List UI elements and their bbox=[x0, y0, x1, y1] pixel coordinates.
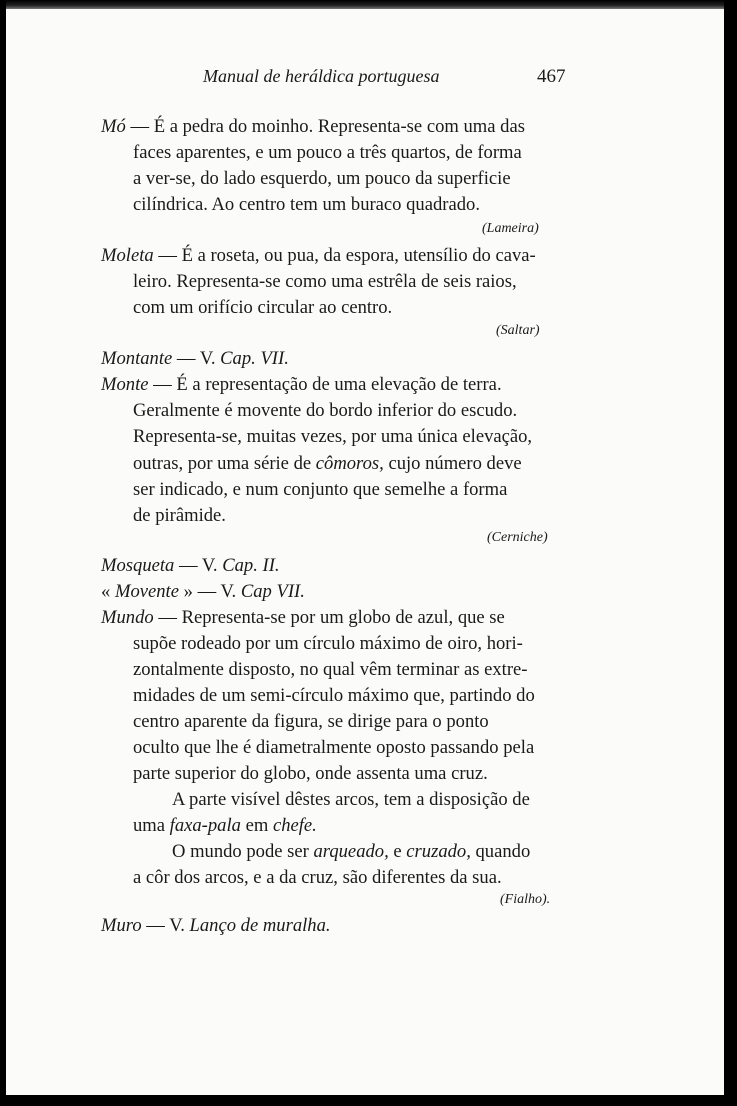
entry-term-movente: Movente bbox=[114, 581, 179, 602]
entry-monte-text: outras, por uma série de bbox=[133, 453, 316, 474]
entry-mundo-line: parte superior do globo, onde assenta uma cruz. bbox=[133, 763, 488, 784]
entry-muro-dash: — V. bbox=[141, 915, 190, 936]
entry-mundo-line: oculto que lhe é diametralmente oposto passando pela bbox=[133, 737, 535, 758]
entry-monte-line: Representa-se, muitas vezes, por uma única elevação, bbox=[133, 426, 533, 447]
entry-monte-source: (Cerniche) bbox=[487, 530, 548, 545]
entry-movente-ref: Cap VII. bbox=[240, 581, 305, 602]
entry-mo-line: cilíndrica. Ao centro tem um buraco quadrado. bbox=[133, 194, 480, 215]
entry-mundo-line: supõe rodeado por um círculo máximo de oiro, hori- bbox=[133, 633, 523, 654]
entry-mundo-text: uma bbox=[133, 815, 170, 836]
entry-mundo-italic-arqueado: arqueado, bbox=[313, 841, 389, 862]
entry-mundo-line: midades de um semi-círculo máximo que, partindo do bbox=[133, 685, 535, 706]
entry-mundo-line: zontalmente disposto, no qual vêm terminar as extre- bbox=[133, 659, 528, 680]
entry-mosqueta-dash: — V. bbox=[174, 555, 223, 576]
entry-muro bbox=[101, 917, 331, 936]
entry-montante-ref: Cap. VII. bbox=[220, 348, 289, 369]
entry-monte-first-line bbox=[101, 376, 502, 395]
entry-moleta-line: com um orifício circular ao centro. bbox=[133, 297, 393, 318]
entry-mundo-first-line bbox=[101, 609, 505, 628]
entry-mundo-paragraph-2-end bbox=[133, 817, 317, 836]
entry-montante-dash: — V. bbox=[172, 348, 221, 369]
entry-muro-ref: Lanço de muralha. bbox=[189, 915, 331, 936]
entry-mundo-paragraph-3 bbox=[172, 843, 530, 862]
entry-moleta-first-line bbox=[101, 247, 536, 266]
entry-monte-line-with-italic bbox=[133, 455, 522, 474]
page-number: 467 bbox=[537, 66, 566, 87]
entry-montante bbox=[101, 350, 289, 369]
entry-mo-definition-start: — É a pedra do moinho. Representa-se com uma das bbox=[125, 116, 525, 137]
entry-mosqueta-ref: Cap. II. bbox=[222, 555, 280, 576]
entry-mundo-text: em bbox=[240, 815, 273, 836]
entry-mundo-text: e bbox=[388, 841, 407, 862]
entry-movente-open-quote: « bbox=[101, 581, 115, 602]
entry-movente-close-quote: » bbox=[178, 581, 193, 602]
entry-mo-line: faces aparentes, e um pouco a três quartos, de forma bbox=[133, 142, 522, 163]
entry-mundo-text: quando bbox=[470, 841, 531, 862]
running-header-title: Manual de heráldica portuguesa bbox=[203, 66, 440, 86]
entry-mo-first-line bbox=[101, 118, 525, 137]
entry-term-mo: Mó bbox=[101, 116, 126, 137]
entry-term-muro: Muro bbox=[101, 915, 142, 936]
scan-border-left bbox=[0, 0, 6, 1106]
entry-term-monte: Monte bbox=[101, 374, 149, 395]
entry-term-mundo: Mundo bbox=[101, 607, 154, 628]
entry-mundo-italic-chefe: chefe. bbox=[272, 815, 317, 836]
scan-border-bottom bbox=[0, 1095, 737, 1106]
entry-mo-source: (Lameira) bbox=[482, 221, 539, 236]
entry-term-montante: Montante bbox=[101, 348, 173, 369]
entry-monte-italic-word: cômoros, bbox=[315, 453, 384, 474]
entry-mundo-text: O mundo pode ser bbox=[172, 841, 314, 862]
entry-monte-line: Geralmente é movente do bordo inferior do escudo. bbox=[133, 400, 518, 421]
entry-mundo-paragraph-2: A parte visível dêstes arcos, tem a disposição de bbox=[172, 789, 530, 810]
entry-term-moleta: Moleta bbox=[101, 245, 154, 266]
entry-mundo-source: (Fialho). bbox=[500, 892, 551, 907]
entry-monte-line: ser indicado, e num conjunto que semelhe a forma bbox=[133, 479, 508, 500]
entry-monte-line: de pirâmide. bbox=[133, 505, 226, 526]
entry-mundo-line: centro aparente da figura, se dirige para o ponto bbox=[133, 711, 489, 732]
entry-moleta-line: leiro. Representa-se como uma estrêla de seis raios, bbox=[133, 271, 517, 292]
entry-movente-dash: — V. bbox=[192, 581, 241, 602]
scan-border-top bbox=[0, 0, 737, 9]
scan-border-right bbox=[724, 0, 737, 1106]
entry-monte-text: cujo número deve bbox=[383, 453, 522, 474]
entry-mundo-definition-start: — Representa-se por um globo de azul, que se bbox=[153, 607, 505, 628]
entry-movente bbox=[101, 583, 305, 602]
entry-monte-definition-start: — É a representação de uma elevação de terra. bbox=[148, 374, 502, 395]
entry-mundo-italic-faxa-pala: faxa-pala bbox=[169, 815, 241, 836]
entry-mundo-italic-cruzado: cruzado, bbox=[406, 841, 471, 862]
entry-mundo-paragraph-3-end: a côr dos arcos, e a da cruz, são diferentes da sua. bbox=[133, 867, 502, 888]
entry-term-mosqueta: Mosqueta bbox=[101, 555, 175, 576]
entry-moleta-source: (Saltar) bbox=[496, 323, 540, 338]
entry-mosqueta bbox=[101, 557, 280, 576]
entry-mo-line: a ver-se, do lado esquerdo, um pouco da superficie bbox=[133, 168, 511, 189]
entry-moleta-definition-start: — É a roseta, ou pua, da espora, utensílio do cava- bbox=[153, 245, 536, 266]
